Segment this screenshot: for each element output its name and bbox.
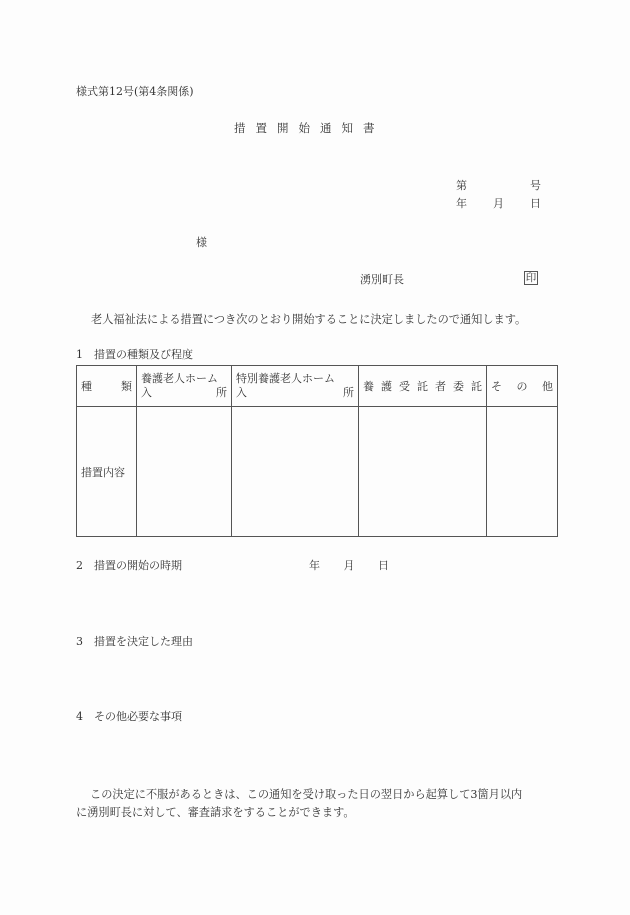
header-other-char: そ bbox=[491, 380, 502, 393]
appeal-notice-line2: に湧別町長に対して、審査請求をすることができます。 bbox=[76, 806, 355, 819]
header-special-line2-right: 所 bbox=[343, 386, 354, 399]
cell-special-nursing-home bbox=[232, 407, 359, 537]
document-number bbox=[456, 180, 541, 191]
header-type bbox=[77, 366, 137, 407]
header-foster-care bbox=[359, 366, 487, 407]
table-header-row bbox=[77, 366, 558, 407]
header-special-line2-left: 入 bbox=[236, 386, 247, 399]
doc-date-year: 年 bbox=[456, 197, 467, 210]
title-char: 書 bbox=[363, 121, 375, 135]
header-special-line1: 特別養護老人ホーム bbox=[236, 372, 335, 385]
section1-heading: 1 措置の種類及び程度 bbox=[76, 348, 193, 361]
cell-foster-care bbox=[359, 407, 487, 537]
document-title bbox=[234, 123, 385, 135]
doc-number-prefix: 第 bbox=[456, 179, 467, 192]
header-nursing-home-line2-left: 入 bbox=[141, 386, 152, 399]
cell-other bbox=[487, 407, 558, 537]
header-nursing-home-line1: 養護老人ホーム bbox=[141, 372, 218, 385]
header-foster-char: 委 bbox=[453, 380, 464, 393]
header-other-char: の bbox=[516, 380, 528, 393]
form-number: 様式第12号(第4条関係) bbox=[76, 85, 194, 98]
row-label-measure-content: 措置内容 bbox=[77, 407, 137, 537]
header-foster-char: 託 bbox=[471, 380, 482, 393]
title-char: 措 bbox=[234, 121, 246, 135]
start-year: 年 bbox=[309, 559, 320, 572]
issuer-name: 湧別町長 bbox=[360, 273, 404, 286]
section2-heading: 2 措置の開始の時期 bbox=[76, 559, 182, 572]
doc-date-month: 月 bbox=[493, 197, 504, 210]
header-special-nursing-home bbox=[232, 366, 359, 407]
title-char: 置 bbox=[255, 121, 267, 135]
body-text: 老人福祉法による措置につき次のとおり開始することに決定しましたので通知します。 bbox=[91, 313, 527, 326]
doc-date-day: 日 bbox=[530, 197, 541, 210]
start-day: 日 bbox=[378, 559, 389, 572]
header-other bbox=[487, 366, 558, 407]
doc-number-suffix: 号 bbox=[530, 179, 541, 192]
cell-nursing-home bbox=[137, 407, 232, 537]
header-foster-char: 託 bbox=[417, 380, 428, 393]
title-char: 通 bbox=[320, 121, 332, 135]
title-char: 開 bbox=[277, 121, 289, 135]
title-char: 始 bbox=[298, 121, 310, 135]
appeal-notice bbox=[76, 786, 566, 822]
header-other-char: 他 bbox=[542, 380, 553, 393]
seal-mark: 印 bbox=[525, 271, 537, 284]
header-foster-char: 護 bbox=[381, 380, 392, 393]
appeal-notice-line1: この決定に不服があるときは、この通知を受け取った日の翌日から起算して3箇月以内 bbox=[90, 788, 523, 801]
title-char: 知 bbox=[341, 121, 353, 135]
section2-date bbox=[309, 560, 389, 571]
header-nursing-home-line2-right: 所 bbox=[216, 386, 227, 399]
header-type-char: 類 bbox=[121, 380, 132, 393]
document-date bbox=[456, 198, 541, 209]
header-foster-char: 養 bbox=[363, 380, 374, 393]
table-row bbox=[77, 407, 558, 537]
section3-heading: 3 措置を決定した理由 bbox=[76, 635, 193, 648]
recipient-honorific: 様 bbox=[196, 236, 207, 249]
header-nursing-home bbox=[137, 366, 232, 407]
header-foster-char: 者 bbox=[435, 380, 446, 393]
header-foster-char: 受 bbox=[399, 380, 410, 393]
start-month: 月 bbox=[343, 559, 355, 572]
measures-table bbox=[76, 365, 558, 537]
header-type-char: 種 bbox=[81, 380, 92, 393]
section4-heading: 4 その他必要な事項 bbox=[76, 710, 182, 723]
